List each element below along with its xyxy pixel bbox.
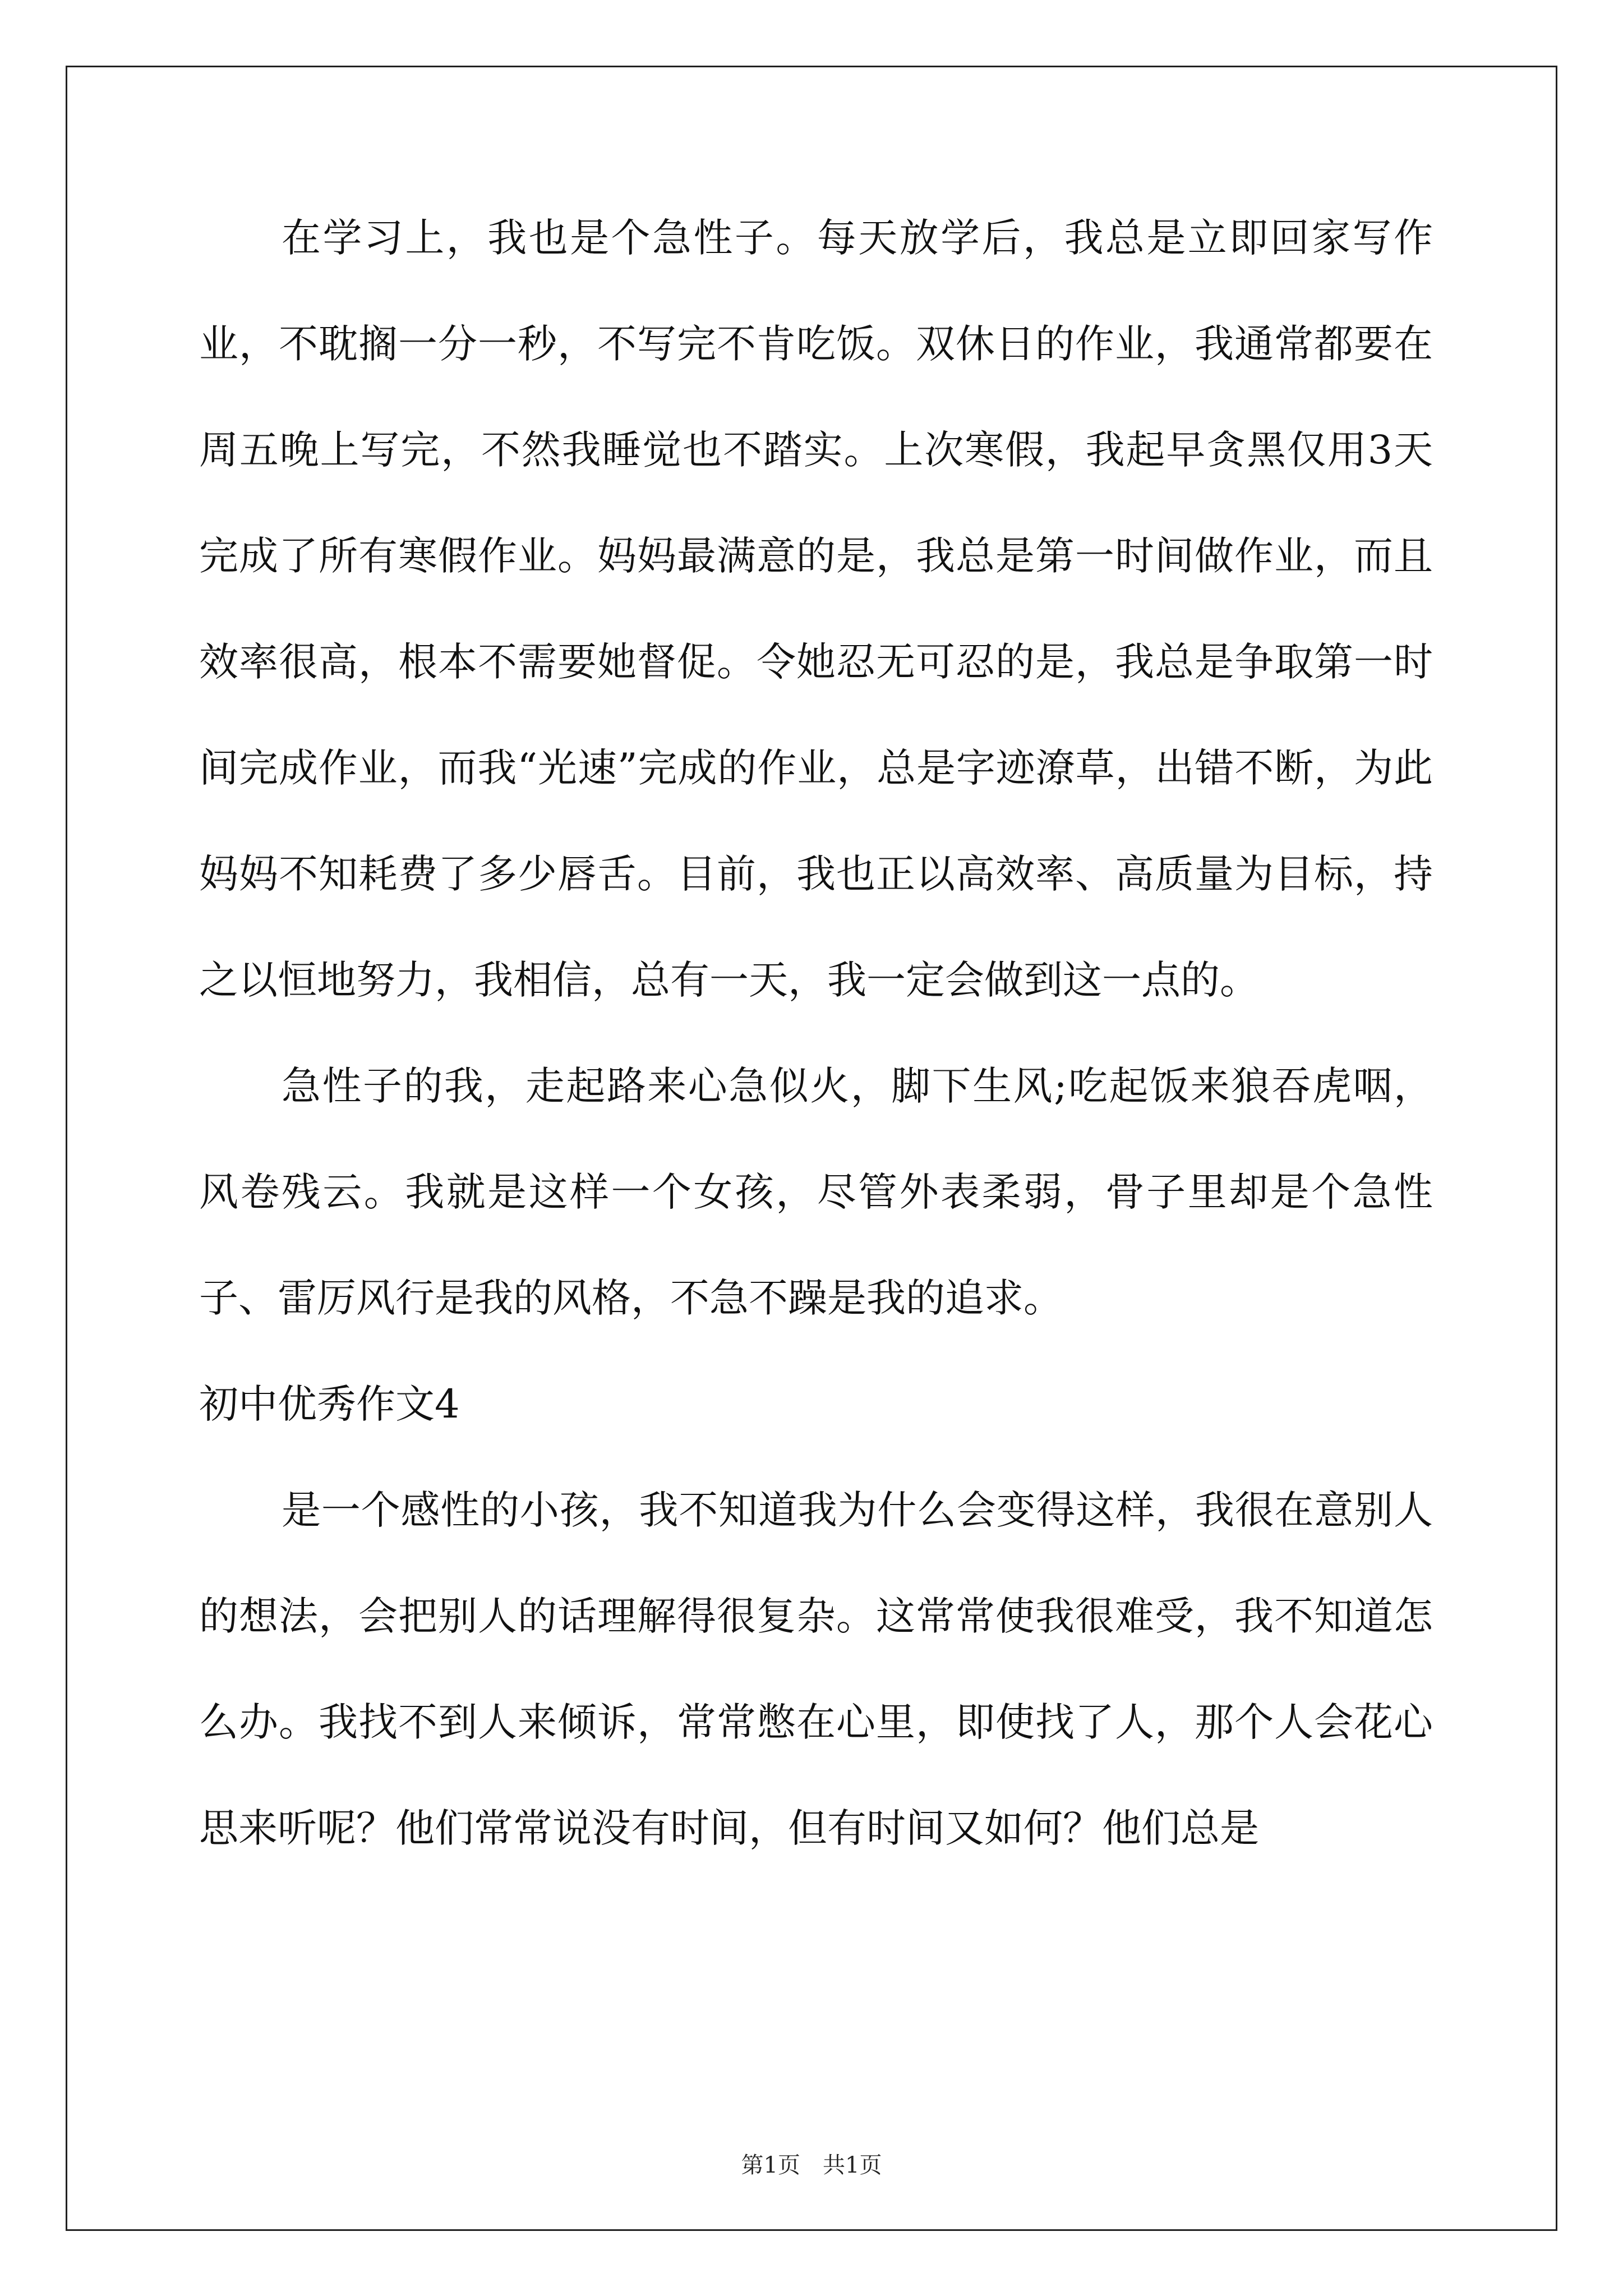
paragraph-sensitive-child: 是一个感性的小孩，我不知道我为什么会变得这样，我很在意别人的想法，会把别人的话理解得很复杂。这常常使我很难受，我不知道怎么办。我找不到人来倾诉，常常憋在心里，即使找了人，那个人会花心思来听呢？他们常常说没有时间，但有时间又如何？他们总是 bbox=[199, 1487, 1433, 1851]
paragraph-study-habits: 在学习上，我也是个急性子。每天放学后，我总是立即回家写作业，不耽搁一分一秒，不写完不肯吃饭。双休日的作业，我通常都要在周五晚上写完，不然我睡觉也不踏实。上次寒假，我起早贪黑仅用3天完成了所有寒假作业。妈妈最满意的是，我总是第一时间做作业，而且效率很高，根本不需要她督促。令她忍无可忍的是，我总是争取第一时间完成作业，而我“光速”完成的作业，总是字迹潦草，出错不断，为此妈妈不知耗费了多少唇舌。目前，我也正以高效率、高质量为目标，持之以恒地努力，我相信，总有一天，我一定会做到这一点的。 bbox=[199, 215, 1433, 1003]
document-body bbox=[199, 185, 1433, 1881]
page-footer: 第1页 共1页 bbox=[741, 2152, 882, 2178]
section-heading: 初中优秀作文4 bbox=[199, 1381, 460, 1427]
paragraph-impatient-girl: 急性子的我，走起路来心急似火，脚下生风;吃起饭来狼吞虎咽，风卷残云。我就是这样一个女孩，尽管外表柔弱，骨子里却是个急性子、雷厉风行是我的风格，不急不躁是我的追求。 bbox=[199, 1063, 1433, 1321]
